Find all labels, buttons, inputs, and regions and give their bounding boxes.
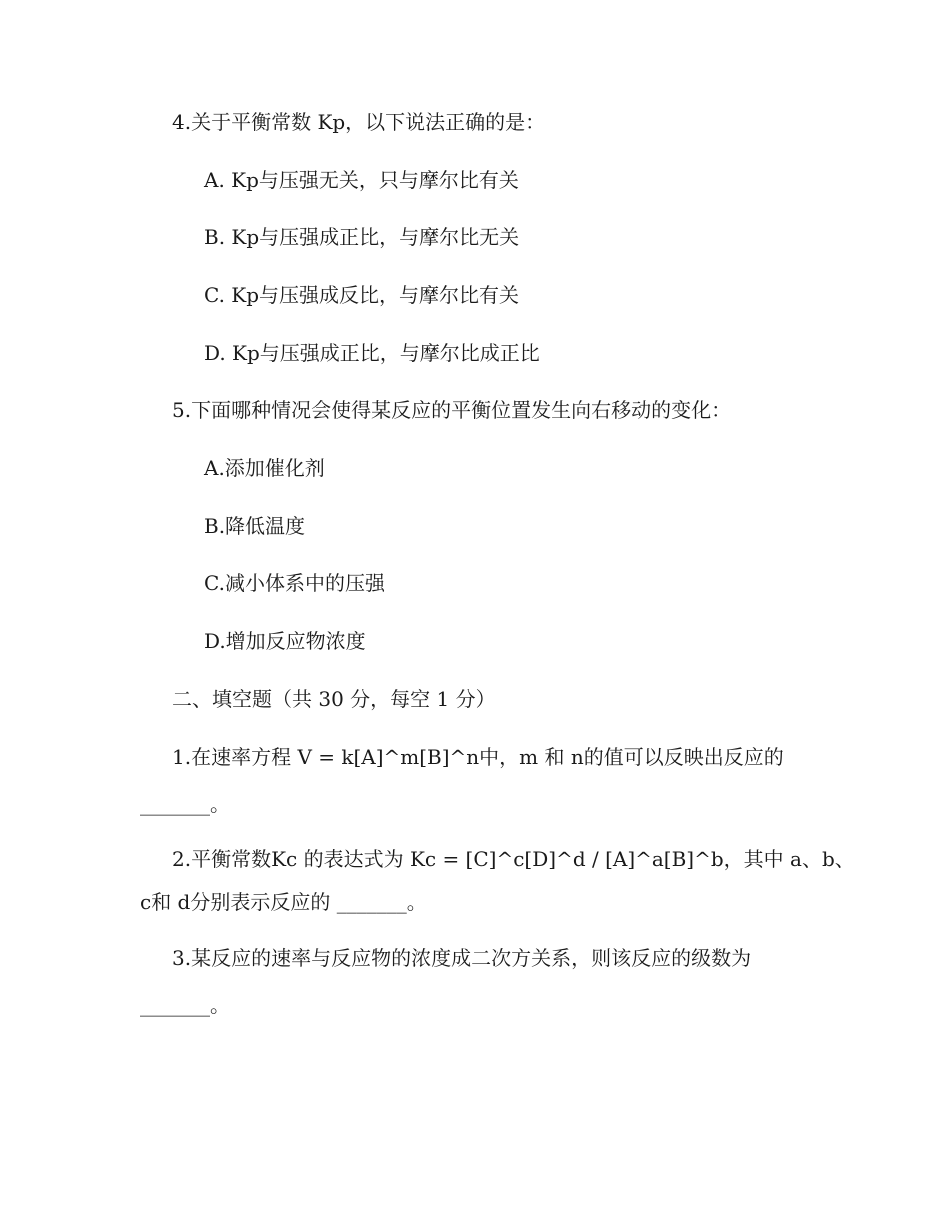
fill-question-2-line-2: c和 d分别表示反应的 _______。 [140, 890, 427, 914]
fill-question-1-line-1: 1.在速率方程 V = k[A]^m[B]^n中，m 和 n的值可以反映出反应的 [172, 745, 784, 769]
question-5-option-a: A.添加催化剂 [204, 456, 325, 480]
fill-question-1-blank: _______。 [140, 792, 230, 816]
question-5-stem: 5.下面哪种情况会使得某反应的平衡位置发生向右移动的变化： [172, 398, 732, 422]
fill-question-3-blank: _______。 [140, 993, 230, 1017]
question-5-option-b: B.降低温度 [204, 514, 306, 538]
question-4-option-c: C. Kp与压强成反比，与摩尔比有关 [204, 283, 520, 307]
fill-question-3-line-1: 3.某反应的速率与反应物的浓度成二次方关系，则该反应的级数为 [172, 946, 752, 970]
question-4-stem: 4.关于平衡常数 Kp，以下说法正确的是： [172, 110, 546, 134]
question-4-option-d: D. Kp与压强成正比，与摩尔比成正比 [204, 341, 540, 365]
section-heading-fill-in: 二、填空题（共 30 分，每空 1 分） [172, 687, 496, 711]
fill-question-2-line-1: 2.平衡常数Kc 的表达式为 Kc = [C]^c[D]^d / [A]^a[B]^b，其中 a、b、 [172, 847, 855, 871]
question-4-option-a: A. Kp与压强无关，只与摩尔比有关 [204, 168, 519, 192]
question-5-option-d: D.增加反应物浓度 [204, 629, 366, 653]
question-4-option-b: B. Kp与压强成正比，与摩尔比无关 [204, 225, 520, 249]
question-5-option-c: C.减小体系中的压强 [204, 571, 385, 595]
